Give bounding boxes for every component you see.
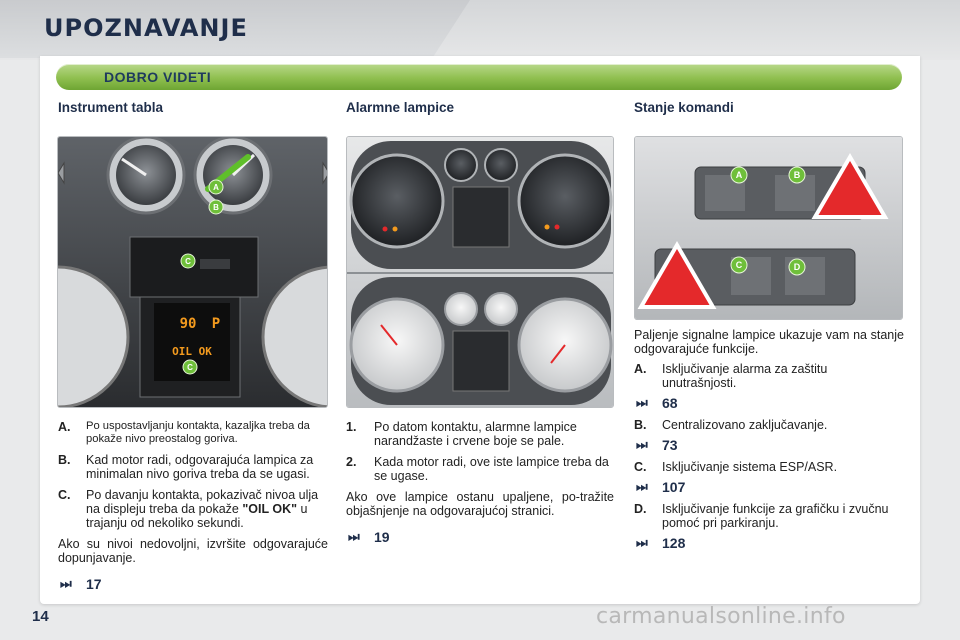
label-c-controls: C bbox=[735, 260, 743, 270]
instrument-panel-image bbox=[57, 136, 328, 408]
controls-list bbox=[634, 328, 904, 558]
alarm-list bbox=[346, 420, 614, 552]
alarm-paragraph: Ako ove lampice ostanu upaljene, po-tražite objašnjenje na odgovarajućoj stranici. bbox=[346, 490, 614, 518]
item-label: A. bbox=[634, 362, 647, 376]
controls-intro: Paljenje signalne lampice ukazuje vam na stanje odgovarajuće funkcije. bbox=[634, 328, 904, 356]
heading-alarm: Alarmne lampice bbox=[346, 100, 455, 115]
heading-controls: Stanje komandi bbox=[634, 100, 734, 115]
heading-instrument: Instrument tabla bbox=[58, 100, 164, 115]
instrument-paragraph: Ako su nivoi nedovoljni, izvršite odgovarajuće dopunjavanje. bbox=[58, 537, 328, 565]
list-item bbox=[346, 420, 614, 448]
page-arrow-icon: ⏭ bbox=[636, 479, 648, 494]
page-reference[interactable] bbox=[58, 577, 328, 591]
label-b-controls: B bbox=[793, 170, 801, 180]
item-text: Po uspostavljanju kontakta, kazaljka treba da pokaže nivo preostalog goriva. bbox=[86, 420, 310, 445]
instrument-list bbox=[58, 420, 328, 599]
list-item bbox=[634, 418, 904, 432]
page-reference[interactable] bbox=[634, 480, 904, 494]
item-label: B. bbox=[58, 453, 71, 467]
watermark: carmanualsonline.info bbox=[596, 604, 846, 629]
controls-image bbox=[634, 136, 903, 320]
item-label: C. bbox=[634, 460, 647, 474]
item-text: Centralizovano zaključavanje. bbox=[662, 418, 828, 432]
item-label: 1. bbox=[346, 420, 357, 434]
list-item bbox=[58, 488, 328, 530]
page-reference-number: 68 bbox=[662, 395, 678, 411]
label-a-controls: A bbox=[735, 170, 743, 180]
item-text: Isključivanje alarma za zaštitu unutrašnjosti. bbox=[662, 362, 828, 390]
item-text-bold: "OIL OK" bbox=[242, 502, 298, 516]
label-c-bottom: C bbox=[187, 363, 193, 372]
display-letter: P bbox=[211, 316, 221, 332]
list-item bbox=[58, 420, 328, 446]
item-label: D. bbox=[634, 502, 647, 516]
item-text: Po datom kontaktu, alarmne lampice narandžaste i crvene boje se pale. bbox=[374, 420, 577, 448]
label-c-top: C bbox=[185, 257, 191, 266]
alarm-lamps-image bbox=[346, 136, 614, 408]
chapter-title: UPOZNAVANJE bbox=[44, 14, 248, 42]
item-label: B. bbox=[634, 418, 647, 432]
display-value: 90 bbox=[179, 316, 197, 332]
page-number: 14 bbox=[32, 608, 49, 625]
page-arrow-icon: ⏭ bbox=[636, 395, 648, 410]
page-reference[interactable] bbox=[346, 530, 614, 544]
page-arrow-icon: ⏭ bbox=[636, 535, 648, 550]
list-item bbox=[634, 362, 904, 390]
list-item bbox=[346, 455, 614, 483]
page-reference-number: 17 bbox=[86, 576, 102, 592]
label-a: A bbox=[213, 183, 219, 192]
label-d-controls: D bbox=[793, 262, 801, 272]
item-label: 2. bbox=[346, 455, 357, 469]
label-b: B bbox=[213, 203, 219, 212]
list-item bbox=[634, 460, 904, 474]
list-item bbox=[58, 453, 328, 481]
page-reference-number: 19 bbox=[374, 529, 390, 545]
item-text: Kada motor radi, ove iste lampice treba da se ugase. bbox=[374, 455, 609, 483]
page-reference[interactable] bbox=[634, 396, 904, 410]
page-reference[interactable] bbox=[634, 536, 904, 550]
item-label: A. bbox=[58, 420, 71, 434]
page-arrow-icon: ⏭ bbox=[348, 529, 360, 544]
page-reference-number: 73 bbox=[662, 437, 678, 453]
page-arrow-icon: ⏭ bbox=[636, 437, 648, 452]
page-arrow-icon: ⏭ bbox=[60, 576, 72, 591]
page-reference-number: 128 bbox=[662, 535, 686, 551]
item-text: Kad motor radi, odgovarajuća lampica za minimalan nivo goriva treba da se ugasi. bbox=[86, 453, 314, 481]
item-text: Isključivanje funkcije za grafičku i zvučnu pomoć pri parkiranju. bbox=[662, 502, 889, 530]
item-text-part: Po davanju kontakta, pokazivač nivoa ulja na displeju treba da pokaže bbox=[86, 488, 319, 516]
page-reference-number: 107 bbox=[662, 479, 686, 495]
list-item bbox=[634, 502, 904, 530]
display-oil-ok: OIL OK bbox=[172, 345, 212, 358]
item-text bbox=[86, 488, 328, 530]
page-reference[interactable] bbox=[634, 438, 904, 452]
section-title: DOBRO VIDETI bbox=[104, 69, 212, 85]
item-label: C. bbox=[58, 488, 71, 502]
item-text-part: u trajanju od nekoliko sekundi. bbox=[86, 502, 308, 530]
item-text: Isključivanje sistema ESP/ASR. bbox=[662, 460, 838, 474]
